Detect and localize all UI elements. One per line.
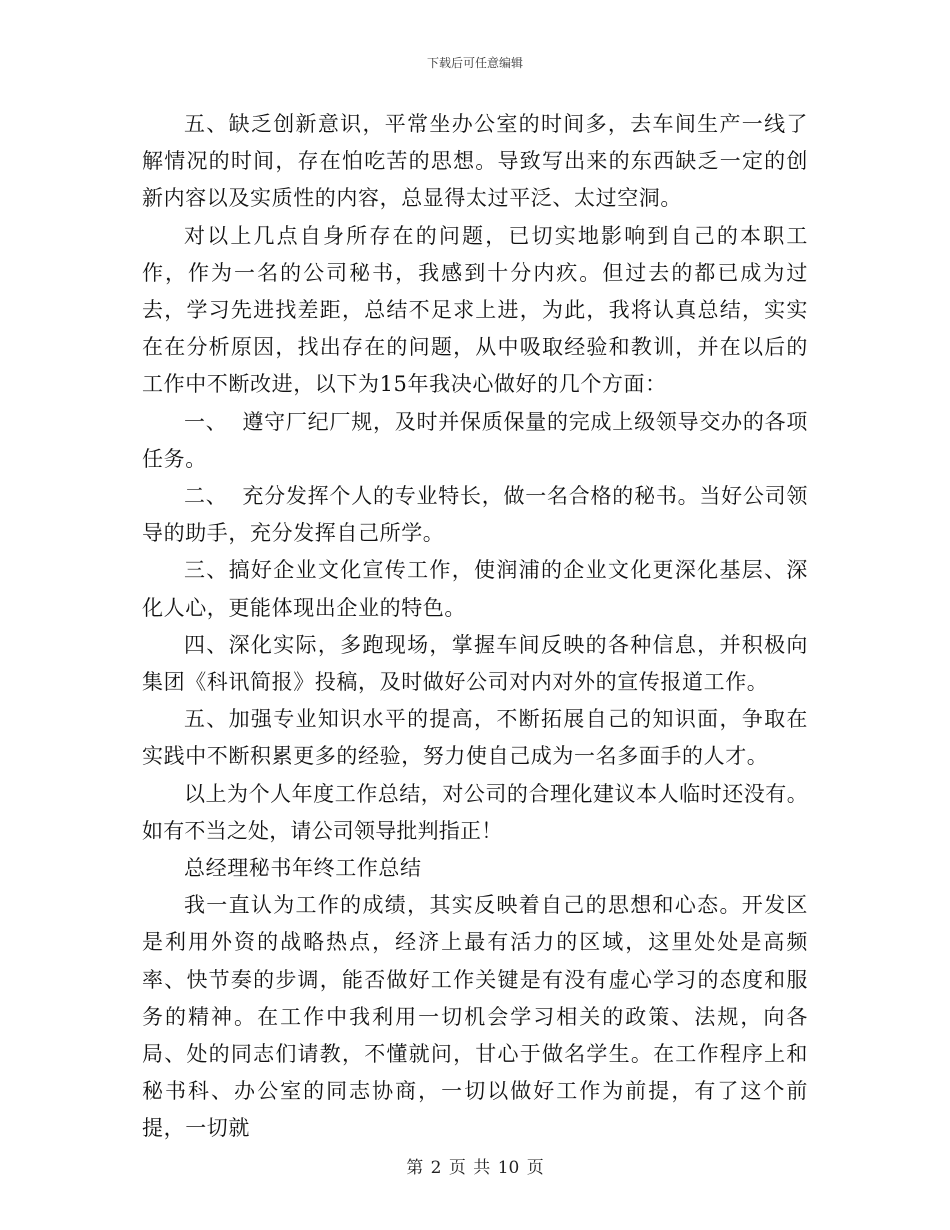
document-body xyxy=(142,106,808,1148)
paragraph: 三、搞好企业文化宣传工作，使润浦的企业文化更深化基层、深化人心，更能体现出企业的特色。 xyxy=(142,558,808,620)
page-number: 第 2 页 共 10 页 xyxy=(406,1158,544,1178)
paragraph: 对以上几点自身所存在的问题，已切实地影响到自己的本职工作，作为一名的公司秘书，我感到十分内疚。但过去的都已成为过去，学习先进找差距，总结不足求上进，为此，我将认真总结，实实在在分析原因，找出存在的问题，从中吸取经验和教训，并在以后的工作中不断改进，以下为15年我决心做好的几个方面： xyxy=(142,223,808,397)
paragraph: 一、 遵守厂纪厂规，及时并保质保量的完成上级领导交办的各项任务。 xyxy=(142,409,808,471)
paragraph: 以上为个人年度工作总结，对公司的合理化建议本人临时还没有。如有不当之处，请公司领导批判指正！ xyxy=(142,781,808,843)
paragraph: 我一直认为工作的成绩，其实反映着自己的思想和心态。开发区是利用外资的战略热点，经济上最有活力的区域，这里处处是高频率、快节奏的步调，能否做好工作关键是有没有虚心学习的态度和服务的精神。在工作中我利用一切机会学习相关的政策、法规，向各局、处的同志们请教，不懂就问，甘心于做名学生。在工作程序上和秘书科、办公室的同志协商，一切以做好工作为前提，有了这个前提，一切就 xyxy=(142,893,808,1141)
paragraph: 四、深化实际，多跑现场，掌握车间反映的各种信息，并积极向集团《科讯简报》投稿，及时做好公司对内对外的宣传报道工作。 xyxy=(142,632,808,695)
section-title: 总经理秘书年终工作总结 xyxy=(184,856,422,881)
paragraph: 五、缺乏创新意识，平常坐办公室的时间多，去车间生产一线了解情况的时间，存在怕吃苦的思想。导致写出来的东西缺乏一定的创新内容以及实质性的内容，总显得太过平泛、太过空洞。 xyxy=(142,112,808,211)
header-note: 下载后可任意编辑 xyxy=(426,56,523,70)
paragraph: 五、加强专业知识水平的提高，不断拓展自己的知识面，争取在实践中不断积累更多的经验，努力使自己成为一名多面手的人才。 xyxy=(142,707,808,769)
paragraph: 二、 充分发挥个人的专业特长，做一名合格的秘书。当好公司领导的助手，充分发挥自己所学。 xyxy=(142,484,808,546)
